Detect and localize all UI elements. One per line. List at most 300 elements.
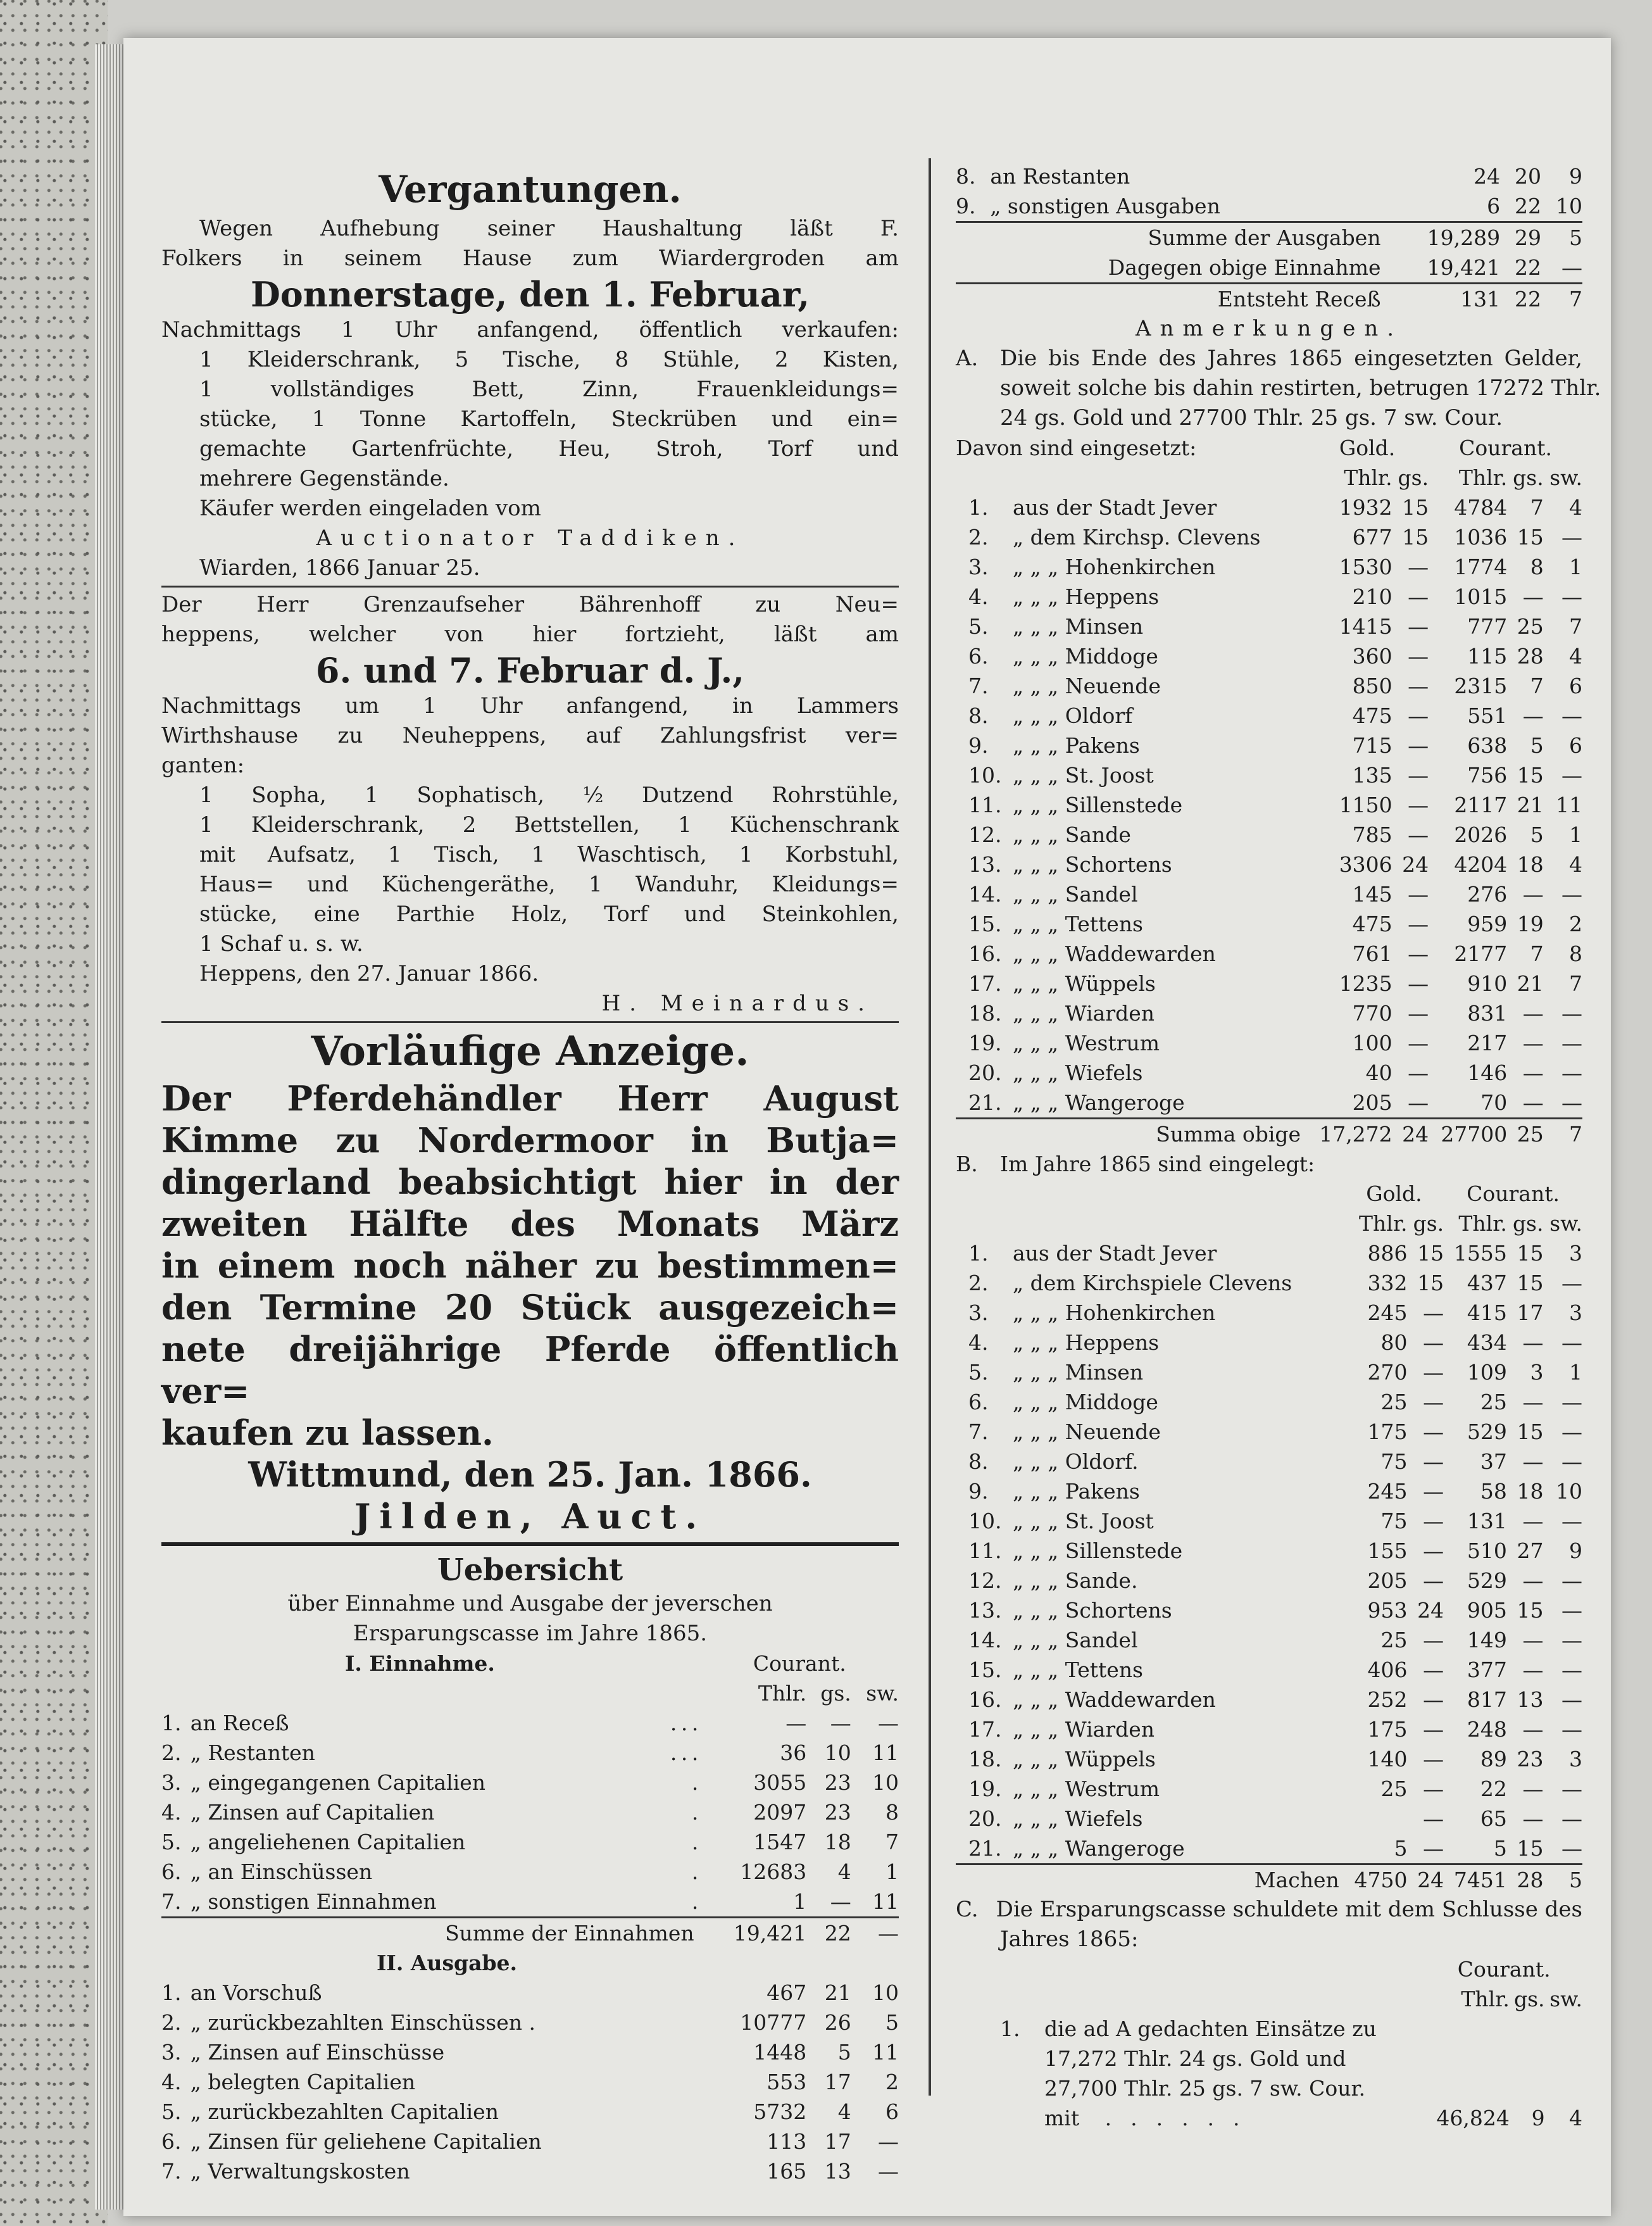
row-value: — xyxy=(1522,703,1544,728)
row-value: 3055 xyxy=(753,1770,807,1795)
left-column xyxy=(161,123,899,2186)
row-number: 14. xyxy=(968,882,1002,907)
row-value: 25 xyxy=(1480,1390,1507,1414)
row-number: 9. xyxy=(968,733,989,758)
row-value: — xyxy=(1423,1776,1444,1801)
row-number: 3. xyxy=(161,2040,182,2065)
item-text xyxy=(1044,2103,1425,2133)
sum-label: Summe der Ausgaben xyxy=(1148,225,1381,250)
row-number: 15. xyxy=(968,1657,1002,1682)
income-heading: I. Einnahme. xyxy=(345,1651,495,1676)
row-value: 5 xyxy=(1394,1836,1408,1861)
row-value: — xyxy=(1561,1717,1582,1742)
ad-text: Nachmittags 1 Uhr anfangend, öffentlich verkaufen: xyxy=(161,317,899,343)
ad-text: 1 Schaf u. s. w. xyxy=(199,931,363,957)
row-value: 11 xyxy=(872,1740,899,1765)
row-value: 15 xyxy=(1517,1598,1544,1623)
sum-value: 22 xyxy=(1515,255,1542,280)
dot-leader: . xyxy=(691,1889,699,1914)
col-head: gs. xyxy=(1512,1211,1544,1236)
row-label: „ „ „ Pakens xyxy=(1013,1479,1140,1504)
row-number: 17. xyxy=(968,1717,1002,1742)
table-row xyxy=(956,701,1582,731)
row-value: 28 xyxy=(1517,644,1544,669)
row-value: — xyxy=(1561,1031,1582,1055)
ad-text: Der Pferdehändler Herr August xyxy=(161,1078,899,1119)
table-row xyxy=(956,1387,1582,1417)
row-value: 21 xyxy=(1517,971,1544,996)
row-number: 7. xyxy=(968,674,989,698)
row-label: „ „ „ Hohenkirchen xyxy=(1013,555,1216,579)
row-value: 3 xyxy=(1569,1241,1582,1266)
dot-leader xyxy=(668,1797,679,1827)
notes-heading: Anmerkungen. xyxy=(1135,316,1403,341)
row-number: 7. xyxy=(968,1419,989,1444)
ad-vorlaeufige-anzeige xyxy=(161,1026,899,1537)
row-label: „ „ „ Wiefels xyxy=(1013,1806,1143,1831)
row-value: 12683 xyxy=(740,1859,807,1884)
row-label: „ „ „ Middoge xyxy=(1013,644,1158,669)
row-value: 7 xyxy=(1530,674,1544,698)
expense-heading: II. Ausgabe. xyxy=(377,1951,518,1975)
row-value: 10 xyxy=(872,1980,899,2005)
item-text: 27,700 Thlr. 25 gs. 7 sw. Cour. xyxy=(1044,2076,1366,2101)
sum-value: 24 xyxy=(1402,1122,1429,1147)
table-row xyxy=(956,1298,1582,1328)
row-number: 12. xyxy=(968,822,1002,847)
income-table xyxy=(161,1649,899,2186)
row-value: — xyxy=(1408,733,1429,758)
row-value: 1448 xyxy=(753,2040,807,2065)
row-value: 37 xyxy=(1480,1449,1507,1474)
row-number: 6. xyxy=(161,2129,182,2154)
row-label: „ Zinsen auf Capitalien xyxy=(190,1800,435,1825)
row-label: „ „ „ Tettens xyxy=(1013,1657,1143,1682)
row-label: „ dem Kirchspiele Clevens xyxy=(1013,1271,1292,1295)
ad-text: Wegen Aufhebung seiner Haushaltung läßt F. xyxy=(199,216,899,241)
table-row xyxy=(161,2156,899,2186)
table-row xyxy=(956,552,1582,582)
row-value: 23 xyxy=(1517,1747,1544,1771)
dot-leader: . xyxy=(691,1859,699,1884)
ad-text: 1 vollständiges Bett, Zinn, Frauenkleidungs= xyxy=(199,377,899,402)
row-value: 1036 xyxy=(1454,525,1508,550)
row-value: 15 xyxy=(1517,1271,1544,1295)
table-row xyxy=(956,1625,1582,1655)
row-value: 155 xyxy=(1367,1538,1408,1563)
row-label: „ „ „ Sandel xyxy=(1013,882,1138,907)
ad-text: Käufer werden eingeladen vom xyxy=(199,496,541,521)
row-value: 7 xyxy=(1569,971,1582,996)
row-value: 210 xyxy=(1352,584,1392,609)
row-value: — xyxy=(1561,1628,1582,1652)
ad-text: stücke, eine Parthie Holz, Torf und Steinkohlen, xyxy=(199,902,899,927)
col-head: sw. xyxy=(1549,1987,1582,2011)
row-value: 18 xyxy=(824,1830,851,1854)
row-value: 146 xyxy=(1467,1060,1508,1085)
ad-text: gemachte Gartenfrüchte, Heu, Stroh, Torf und xyxy=(199,436,899,462)
row-value: 19 xyxy=(1517,912,1544,936)
row-value: 89 xyxy=(1480,1747,1507,1771)
row-value: 1 xyxy=(1569,1360,1582,1385)
col-head: sw. xyxy=(866,1681,899,1706)
table-row xyxy=(956,820,1582,850)
note-label: C. xyxy=(956,1897,979,1922)
note-text: Die Ersparungscasse schuldete mit dem Schlusse des xyxy=(996,1897,1582,1922)
ad-text: Kimme zu Nordermoor in Butja= xyxy=(161,1120,899,1160)
row-number: 8. xyxy=(968,703,989,728)
row-value: 15 xyxy=(1402,525,1429,550)
row-value: 332 xyxy=(1367,1271,1408,1295)
table-row xyxy=(161,2067,899,2097)
row-value: 270 xyxy=(1367,1360,1408,1385)
row-label: „ „ „ Sande xyxy=(1013,822,1131,847)
row-label: „ „ „ Sandel xyxy=(1013,1628,1138,1652)
ad-text: den Termine 20 Stück ausgezeich= xyxy=(161,1287,899,1328)
row-value: — xyxy=(1561,1657,1582,1682)
row-label: „ „ „ Wangeroge xyxy=(1013,1836,1185,1861)
row-value: 5 xyxy=(885,2010,899,2035)
gold-heading: Gold. xyxy=(1366,1181,1422,1206)
table-row xyxy=(956,1714,1582,1744)
table-row xyxy=(956,1238,1582,1268)
row-value: 2315 xyxy=(1454,674,1508,698)
table-row xyxy=(161,1738,899,1768)
row-value: 25 xyxy=(1380,1628,1408,1652)
row-number: 10. xyxy=(968,763,1002,788)
table-row xyxy=(161,1978,899,2008)
sum-value: 5 xyxy=(1569,225,1582,250)
table-row xyxy=(956,1744,1582,1774)
note-intro: Davon sind eingesetzt: xyxy=(956,436,1197,460)
row-value: — xyxy=(1408,763,1429,788)
row-value: 15 xyxy=(1417,1241,1444,1266)
row-value: 5 xyxy=(1530,733,1544,758)
row-value: 761 xyxy=(1352,941,1392,966)
row-value: 109 xyxy=(1467,1360,1507,1385)
row-value: 22 xyxy=(1515,194,1542,218)
table-row xyxy=(956,1833,1582,1864)
row-label: „ „ „ St. Joost xyxy=(1013,763,1154,788)
row-label: „ „ „ Minsen xyxy=(1013,614,1144,639)
sum-value: 19,289 xyxy=(1427,225,1501,250)
row-value: — xyxy=(1561,1776,1582,1801)
row-value: 953 xyxy=(1367,1598,1408,1623)
ad-text: Haus= und Küchengeräthe, 1 Wanduhr, Kleidungs= xyxy=(199,872,899,897)
row-label: „ sonstigen Ausgaben xyxy=(990,194,1220,218)
balance-value: 131 xyxy=(1460,287,1501,311)
row-label: „ „ „ Sillenstede xyxy=(1013,1538,1183,1563)
row-number: 6. xyxy=(161,1859,182,1884)
row-value: 2177 xyxy=(1454,941,1508,966)
ad-text: Der Herr Grenzaufseher Bährenhoff zu Neu= xyxy=(161,592,899,617)
row-value: — xyxy=(1408,941,1429,966)
row-number: 20. xyxy=(968,1060,1002,1085)
row-number: 16. xyxy=(968,941,1002,966)
table-row xyxy=(161,2008,899,2037)
row-value: 11 xyxy=(872,2040,899,2065)
row-value: 467 xyxy=(767,1980,807,2005)
row-label: „ „ „ Sande. xyxy=(1013,1568,1138,1593)
table-row xyxy=(956,1357,1582,1387)
ad-text: ganten: xyxy=(161,753,245,778)
row-value: 4204 xyxy=(1454,852,1508,877)
row-value: 58 xyxy=(1480,1479,1507,1504)
col-head: Thlr. xyxy=(1359,1211,1408,1236)
col-head: Thlr. xyxy=(758,1681,807,1706)
col-head: Thlr. xyxy=(1344,465,1392,490)
row-value: 115 xyxy=(1467,644,1508,669)
row-value xyxy=(1344,1804,1408,1833)
row-value: — xyxy=(1408,644,1429,669)
row-value: 15 xyxy=(1517,525,1544,550)
table-row xyxy=(956,582,1582,612)
row-value: — xyxy=(830,1711,851,1735)
row-number: 4. xyxy=(161,1800,182,1825)
row-value: 175 xyxy=(1367,1717,1408,1742)
row-value: 21 xyxy=(1517,793,1544,817)
row-value: 21 xyxy=(824,1980,851,2005)
ad-date: 6. und 7. Februar d. J., xyxy=(315,650,745,691)
row-value: — xyxy=(1522,1568,1544,1593)
row-value: — xyxy=(1522,1628,1544,1652)
row-value: 11 xyxy=(872,1889,899,1914)
row-value: 24 xyxy=(1474,164,1501,189)
row-value: — xyxy=(1423,1687,1444,1712)
row-value: 831 xyxy=(1467,1001,1508,1026)
currency-heading: Courant. xyxy=(753,1651,846,1676)
row-value: 25 xyxy=(1517,614,1544,639)
row-value: 175 xyxy=(1367,1419,1408,1444)
row-value: — xyxy=(1423,1717,1444,1742)
ad-text: stücke, 1 Tonne Kartoffeln, Steckrüben und ein= xyxy=(199,406,899,432)
row-value: 15 xyxy=(1417,1271,1444,1295)
dot-leader: . xyxy=(670,1740,677,1765)
sum-label: Summa obige xyxy=(1156,1122,1301,1147)
row-value: 886 xyxy=(1367,1241,1408,1266)
row-number: 15. xyxy=(968,912,1002,936)
col-head: sw. xyxy=(1549,1211,1582,1236)
row-value: 10 xyxy=(1556,1479,1582,1504)
row-value: — xyxy=(830,1889,851,1914)
table-row xyxy=(956,1655,1582,1685)
row-label: „ zurückbezahlten Einschüssen . xyxy=(190,2010,535,2035)
dot-leader xyxy=(679,1857,690,1887)
dot-leader: . xyxy=(691,1740,699,1765)
row-label: „ an Einschüssen xyxy=(190,1859,373,1884)
row-value: 1150 xyxy=(1339,793,1392,817)
courant-heading: Courant. xyxy=(1457,1957,1551,1982)
ad-text: heppens, welcher von hier fortzieht, läßt am xyxy=(161,622,899,647)
row-value: 145 xyxy=(1352,882,1392,907)
row-label: „ „ „ Oldorf xyxy=(1013,703,1133,728)
row-value: 24 xyxy=(1417,1598,1444,1623)
row-number: 5. xyxy=(968,614,989,639)
row-number: 3. xyxy=(968,555,989,579)
table-row xyxy=(956,1804,1582,1833)
row-label: „ „ „ Sillenstede xyxy=(1013,793,1183,817)
row-value: — xyxy=(1408,1001,1429,1026)
sum-value: 19,421 xyxy=(1427,255,1501,280)
row-number: 7. xyxy=(161,2159,182,2184)
row-label: „ „ „ Pakens xyxy=(1013,733,1140,758)
row-value: — xyxy=(1408,822,1429,847)
row-number: 1. xyxy=(161,1711,182,1735)
row-number: 2. xyxy=(161,1740,182,1765)
row-number: 6. xyxy=(968,644,989,669)
ad-title: Vergantungen. xyxy=(379,168,682,211)
note-text: Die bis Ende des Jahres 1865 eingesetzten Gelder, xyxy=(1000,346,1582,371)
row-value: 434 xyxy=(1467,1330,1507,1355)
row-value: — xyxy=(1408,703,1429,728)
row-number: 11. xyxy=(968,793,1002,817)
row-label: „ zurückbezahlten Capitalien xyxy=(190,2099,499,2124)
sum-value: 7451 xyxy=(1453,1868,1507,1892)
row-value: 3 xyxy=(1569,1747,1582,1771)
row-value: 15 xyxy=(1517,1241,1544,1266)
sum-value: 29 xyxy=(1515,225,1542,250)
table-row xyxy=(956,1536,1582,1566)
row-value: 18 xyxy=(1517,852,1544,877)
ad-text: kaufen zu lassen. xyxy=(161,1412,494,1453)
table-row xyxy=(956,1566,1582,1595)
dot-leader xyxy=(668,1857,679,1887)
row-value: — xyxy=(1561,882,1582,907)
table-row xyxy=(956,1268,1582,1298)
row-value: 7 xyxy=(885,1830,899,1854)
table-row xyxy=(956,641,1582,671)
table-row xyxy=(956,969,1582,998)
item-number: 1. xyxy=(1000,2016,1020,2041)
row-value: 25 xyxy=(1380,1776,1408,1801)
row-number: 6. xyxy=(968,1390,989,1414)
row-value: — xyxy=(1408,971,1429,996)
row-label: „ belegten Capitalien xyxy=(190,2070,416,2094)
row-value: 8 xyxy=(885,1800,899,1825)
row-value: 276 xyxy=(1467,882,1508,907)
row-value: 25 xyxy=(1380,1390,1408,1414)
row-value: 4784 xyxy=(1454,495,1508,520)
dot-leader: . xyxy=(691,1770,699,1795)
row-value: — xyxy=(1561,1419,1582,1444)
courant-heading: Courant. xyxy=(1459,436,1552,460)
row-value: 10 xyxy=(1556,194,1582,218)
table-row xyxy=(956,493,1582,522)
row-value: 9 xyxy=(1569,164,1582,189)
row-value: — xyxy=(1408,614,1429,639)
row-value: — xyxy=(1423,1390,1444,1414)
row-label: „ „ „ Neuende xyxy=(1013,674,1161,698)
row-value: — xyxy=(1423,1509,1444,1533)
row-value: 2026 xyxy=(1454,822,1508,847)
row-value: 140 xyxy=(1367,1747,1408,1771)
ad-place: Wiarden, 1866 Januar 25. xyxy=(199,555,480,581)
table-row xyxy=(956,1476,1582,1506)
row-value: 1932 xyxy=(1339,495,1392,520)
row-value: 677 xyxy=(1352,525,1392,550)
item-text: 17,272 Thlr. 24 gs. Gold und xyxy=(1044,2046,1346,2071)
row-value: — xyxy=(1423,1479,1444,1504)
row-value: 638 xyxy=(1467,733,1508,758)
row-value: 17 xyxy=(824,2070,851,2094)
row-value: — xyxy=(1423,1568,1444,1593)
row-value: — xyxy=(1408,1031,1429,1055)
row-value: — xyxy=(1561,1390,1582,1414)
row-number: 1. xyxy=(968,1241,989,1266)
row-value: 1415 xyxy=(1339,614,1392,639)
row-value: 1555 xyxy=(1453,1241,1507,1266)
courant-heading: Courant. xyxy=(1467,1181,1560,1206)
row-label: an Restanten xyxy=(990,164,1130,189)
row-label: „ angeliehenen Capitalien xyxy=(190,1830,466,1854)
row-value: — xyxy=(1522,1330,1544,1355)
binding-gutter xyxy=(0,0,108,2226)
table-row xyxy=(956,671,1582,701)
row-label: „ „ „ Heppens xyxy=(1013,1330,1160,1355)
ad-place: Wittmund, den 25. Jan. 1866. xyxy=(248,1454,812,1495)
sum-value: 27700 xyxy=(1441,1122,1508,1147)
row-label: „ Verwaltungskosten xyxy=(190,2159,410,2184)
row-value: — xyxy=(1423,1806,1444,1831)
row-number: 18. xyxy=(968,1747,1002,1771)
row-number: 2. xyxy=(968,525,989,550)
col-head: gs. xyxy=(1413,1211,1444,1236)
table-row xyxy=(956,1685,1582,1714)
income-sum-value: 19,421 xyxy=(733,1921,807,1946)
row-value: 905 xyxy=(1467,1598,1507,1623)
row-label: „ „ „ Oldorf. xyxy=(1013,1449,1139,1474)
row-value: — xyxy=(1561,1271,1582,1295)
row-value: 7 xyxy=(1530,495,1544,520)
row-value: 553 xyxy=(767,2070,807,2094)
row-value: — xyxy=(1561,703,1582,728)
row-number: 5. xyxy=(161,2099,182,2124)
row-value: 245 xyxy=(1367,1479,1408,1504)
row-value: — xyxy=(1561,1568,1582,1593)
row-value: 529 xyxy=(1467,1568,1507,1593)
table-row xyxy=(956,1328,1582,1357)
row-value: — xyxy=(1423,1538,1444,1563)
row-value: 26 xyxy=(824,2010,851,2035)
table-row xyxy=(956,1088,1582,1119)
row-number: 4. xyxy=(968,1330,989,1355)
balance-value: 22 xyxy=(1515,287,1542,311)
row-value: 1 xyxy=(885,1859,899,1884)
sum-label: Dagegen obige Einnahme xyxy=(1108,255,1381,280)
sum-value: 4750 xyxy=(1354,1868,1408,1892)
row-label: „ „ „ Schortens xyxy=(1013,1598,1172,1623)
row-value: — xyxy=(1423,1360,1444,1385)
row-value: 3 xyxy=(1569,1300,1582,1325)
row-value: 15 xyxy=(1517,763,1544,788)
sum-value: — xyxy=(1561,255,1582,280)
row-value: 149 xyxy=(1467,1628,1507,1652)
row-value: 360 xyxy=(1352,644,1392,669)
row-value: 5732 xyxy=(753,2099,807,2124)
row-value: 1 xyxy=(793,1889,807,1914)
row-value: 36 xyxy=(780,1740,807,1765)
row-value: 770 xyxy=(1352,1001,1392,1026)
row-number: 11. xyxy=(968,1538,1002,1563)
row-number: 5. xyxy=(968,1360,989,1385)
table-row xyxy=(956,161,1582,191)
row-value: 217 xyxy=(1467,1031,1508,1055)
table-row xyxy=(956,1417,1582,1447)
row-value: 135 xyxy=(1352,763,1392,788)
note-intro: Im Jahre 1865 sind eingelegt: xyxy=(1000,1152,1315,1176)
table-row xyxy=(956,1774,1582,1804)
row-value: — xyxy=(1408,1090,1429,1115)
